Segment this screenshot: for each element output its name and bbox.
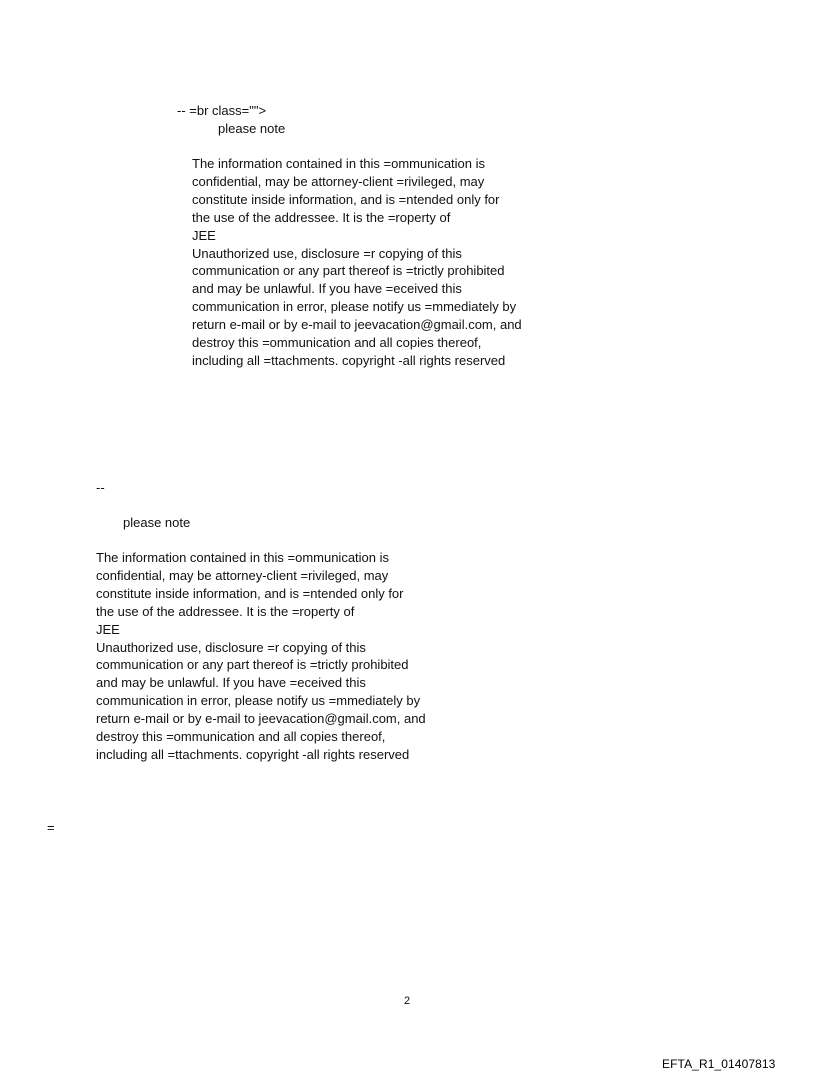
text-line: the use of the addressee. It is the =roperty of [192, 209, 451, 225]
text-line: communication in error, please notify us =mmediately by [192, 299, 517, 315]
text-line: return e-mail or by e-mail to jeevacation@gmail.com, and [96, 711, 426, 727]
text-line: The information contained in this =ommunication is [192, 156, 486, 171]
text-line: and may be unlawful. If you have =eceived this [192, 281, 462, 297]
text-line: confidential, may be attorney-client =rivileged, may [192, 173, 485, 189]
text-line: The information contained in this =ommunication is [96, 550, 390, 565]
text-line: communication in error, please notify us =mmediately by [96, 693, 421, 709]
text-line: communication or any part thereof is =trictly prohibited [192, 263, 505, 279]
second-block-header: -- [96, 480, 105, 495]
text-line: destroy this =ommunication and all copies thereof, [192, 335, 482, 351]
text-line: destroy this =ommunication and all copies thereof, [96, 729, 386, 745]
text-line: constitute inside information, and is =ntended only for [96, 585, 404, 601]
text-line: confidential, may be attorney-client =rivileged, may [96, 567, 389, 583]
text-line: the use of the addressee. It is the =roperty of [96, 603, 355, 619]
first-block-note: please note [218, 121, 286, 136]
first-block-header: -- =br class=""> [177, 103, 267, 118]
text-line: return e-mail or by e-mail to jeevacation@gmail.com, and [192, 317, 522, 333]
equals-marker: = [47, 820, 55, 835]
second-block-disclaimer [96, 549, 426, 764]
bates-number: EFTA_R1_01407813 [662, 1057, 776, 1071]
text-line: Unauthorized use, disclosure =r copying of this [96, 639, 366, 655]
text-line: Unauthorized use, disclosure =r copying of this [192, 245, 462, 261]
first-block-disclaimer [192, 155, 522, 370]
text-line: constitute inside information, and is =ntended only for [192, 191, 500, 207]
text-line: communication or any part thereof is =trictly prohibited [96, 657, 409, 673]
text-line: including all =ttachments. copyright -all rights reserved [192, 352, 506, 368]
text-line: and may be unlawful. If you have =eceived this [96, 675, 366, 691]
page-number: 2 [404, 995, 411, 1007]
second-block-note: please note [123, 515, 191, 530]
text-line: JEE [192, 227, 216, 243]
text-line: JEE [96, 621, 120, 637]
text-line: including all =ttachments. copyright -all rights reserved [96, 746, 410, 762]
